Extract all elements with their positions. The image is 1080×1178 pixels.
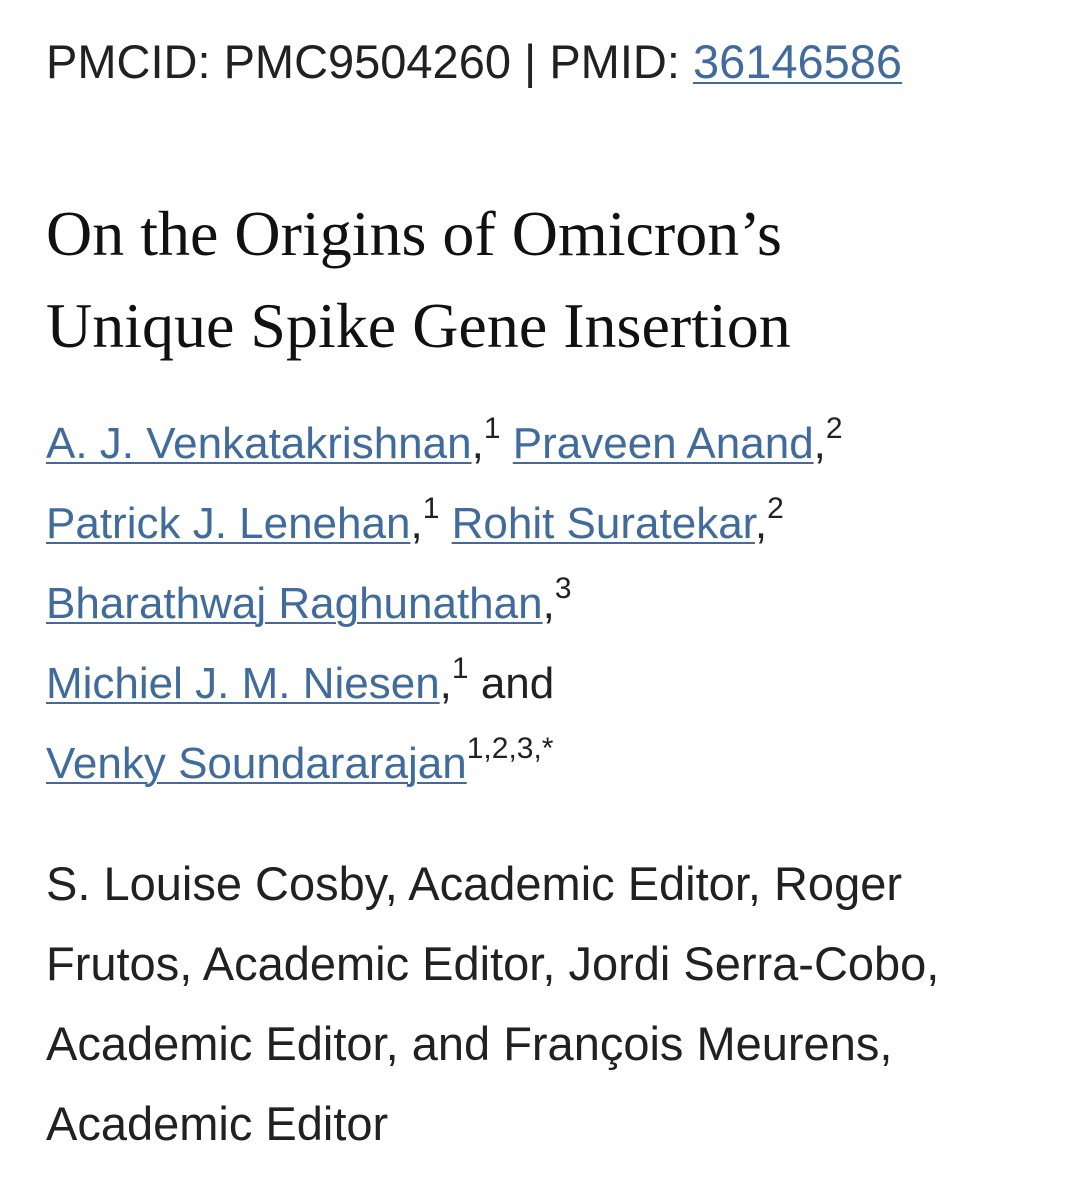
affiliation-marker: 1,2,3,* — [466, 732, 554, 766]
affiliation-marker: 1 — [451, 652, 469, 686]
editors-line-2: Frutos, Academic Editor, Jordi Serra-Cobo, — [46, 937, 940, 990]
id-separator: | — [510, 35, 550, 88]
affiliation-marker: 1 — [422, 492, 440, 526]
academic-editors — [46, 844, 1046, 1164]
pmcid-label: PMCID: — [46, 35, 224, 88]
author-conjunction: and — [468, 659, 555, 708]
affiliation-marker: 1 — [483, 412, 501, 446]
author-link[interactable]: A. J. Venkatakrishnan — [46, 419, 472, 468]
title-line-2: Unique Spike Gene Insertion — [46, 290, 791, 361]
affiliation-marker: 2 — [825, 412, 843, 446]
pmid-link[interactable]: 36146586 — [692, 35, 903, 88]
title-line-1: On the Origins of Omicron’s — [46, 198, 782, 269]
author-separator: , — [542, 579, 555, 628]
author-separator: , — [813, 419, 826, 468]
author-list — [46, 404, 1046, 804]
author-separator: , — [410, 499, 423, 548]
author-separator: , — [471, 419, 484, 468]
author-link[interactable]: Bharathwaj Raghunathan — [46, 579, 543, 628]
author-separator: , — [439, 659, 452, 708]
pmcid-value: PMC9504260 — [223, 35, 511, 88]
affiliation-marker: 2 — [767, 492, 784, 526]
author-link[interactable]: Michiel J. M. Niesen — [46, 659, 440, 708]
author-separator: , — [754, 499, 768, 548]
author-link[interactable]: Venky Soundararajan — [46, 739, 467, 788]
article-title — [46, 188, 1046, 372]
editors-line-1: S. Louise Cosby, Academic Editor, Roger — [46, 857, 903, 910]
author-link[interactable]: Praveen Anand — [512, 419, 814, 468]
author-link[interactable]: Rohit Suratekar — [451, 499, 755, 548]
author-link[interactable]: Patrick J. Lenehan — [46, 499, 411, 548]
affiliation-marker: 3 — [554, 572, 572, 606]
article-ids — [46, 30, 902, 94]
editors-line-3: Academic Editor, and François Meurens, — [46, 1017, 893, 1070]
editors-line-4: Academic Editor — [46, 1097, 389, 1150]
pmid-label: PMID: — [549, 35, 693, 88]
